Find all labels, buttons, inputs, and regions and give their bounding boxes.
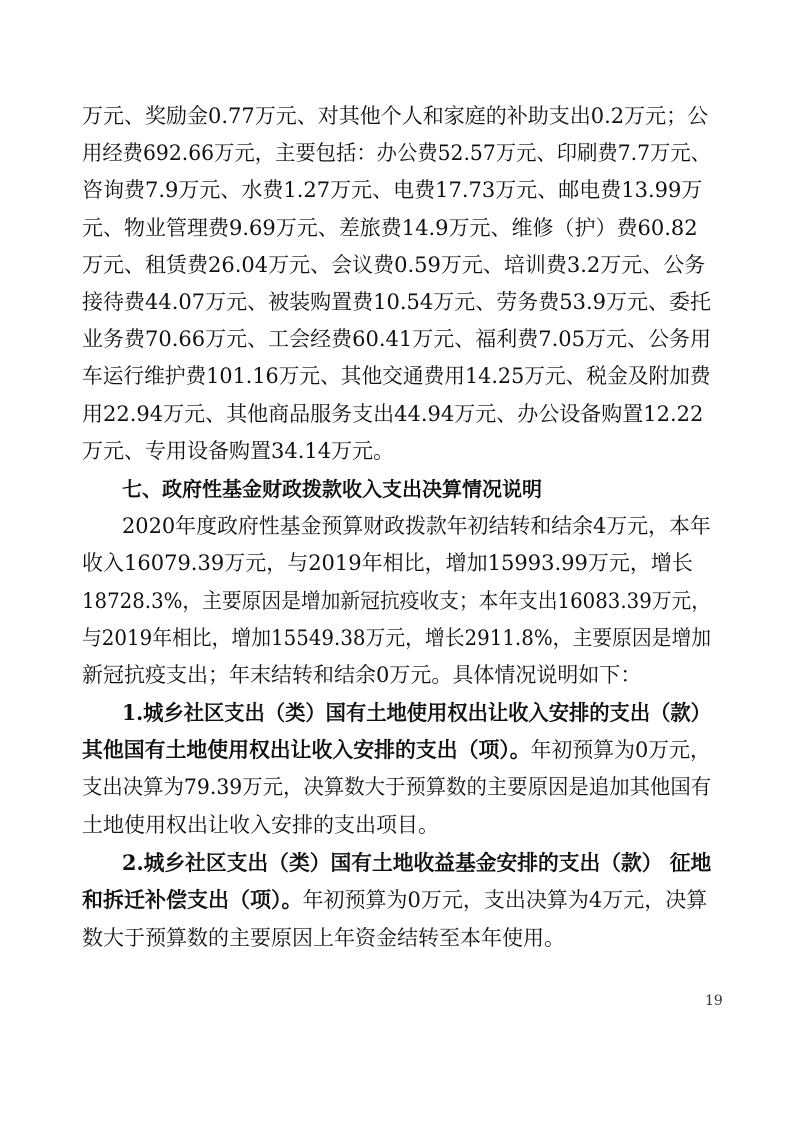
page-number: 19 (705, 993, 723, 1009)
text-line: 与2019年相比，增加15549.38万元，增长2911.8%，主要原因是增加 (82, 626, 712, 650)
text-line: 万元、奖励金0.77万元、对其他个人和家庭的补助支出0.2万元；公 (82, 104, 709, 128)
text-line: 支出决算为79.39万元，决算数大于预算数的主要原因是追加其他国有 (82, 775, 712, 799)
text-line: 用经费692.66万元，主要包括：办公费52.57万元、印刷费7.7万元、 (82, 141, 711, 165)
text-line: 万元、专用设备购置34.14万元。 (82, 439, 395, 463)
text-line: 业务费70.66万元、工会经费60.41万元、福利费7.05万元、公务用 (82, 327, 711, 351)
text-line: 咨询费7.9万元、水费1.27万元、电费17.73万元、邮电费13.99万 (82, 178, 703, 202)
text-line: 车运行维护费101.16万元、其他交通费用14.25万元、税金及附加费 (82, 364, 711, 388)
text-line: 数大于预算数的主要原因上年资金结转至本年使用。 (82, 926, 565, 950)
text-line: 土地使用权出让收入安排的支出项目。 (82, 813, 439, 837)
text-line: 收入16079.39万元，与2019年相比，增加15993.99万元，增长 (82, 551, 693, 575)
text-line: 新冠抗疫支出；年末结转和结余0万元。具体情况说明如下： (82, 663, 642, 687)
item-2-text: 年初预算为0万元，支出决算为4万元，决算 (302, 888, 708, 912)
text-line: 2020年度政府性基金预算财政拨款年初结转和结余4万元，本年 (122, 514, 711, 538)
text-line (82, 888, 707, 912)
item-2-title-cont: 和拆迁补偿支出（项）。 (82, 887, 303, 912)
item-1-text: 年初预算为0万元， (530, 738, 711, 762)
text-line: 万元、租赁费26.04万元、会议费0.59万元、培训费3.2万元、公务 (82, 253, 706, 277)
section-heading: 七、政府性基金财政拨款收入支出决算情况说明 (122, 477, 542, 501)
text-line: 接待费44.07万元、被装购置费10.54万元、劳务费53.9万元、委托 (82, 290, 711, 314)
item-1-title-cont: 其他国有土地使用权出让收入安排的支出（项）。 (82, 737, 531, 762)
text-line: 用22.94万元、其他商品服务支出44.94万元、办公设备购置12.22 (82, 402, 704, 426)
item-1-title: 1.城乡社区支出（类）国有土地使用权出让收入安排的支出（款） (122, 700, 711, 725)
item-2-title: 2.城乡社区支出（类）国有土地收益基金安排的支出（款） 征地 (122, 850, 712, 875)
text-line: 18728.3%，主要原因是增加新冠抗疫收支；本年支出16083.39万元， (82, 589, 711, 613)
text-line: 元、物业管理费9.69万元、差旅费14.9万元、维修（护）费60.82 (82, 216, 698, 240)
text-line (82, 738, 711, 762)
